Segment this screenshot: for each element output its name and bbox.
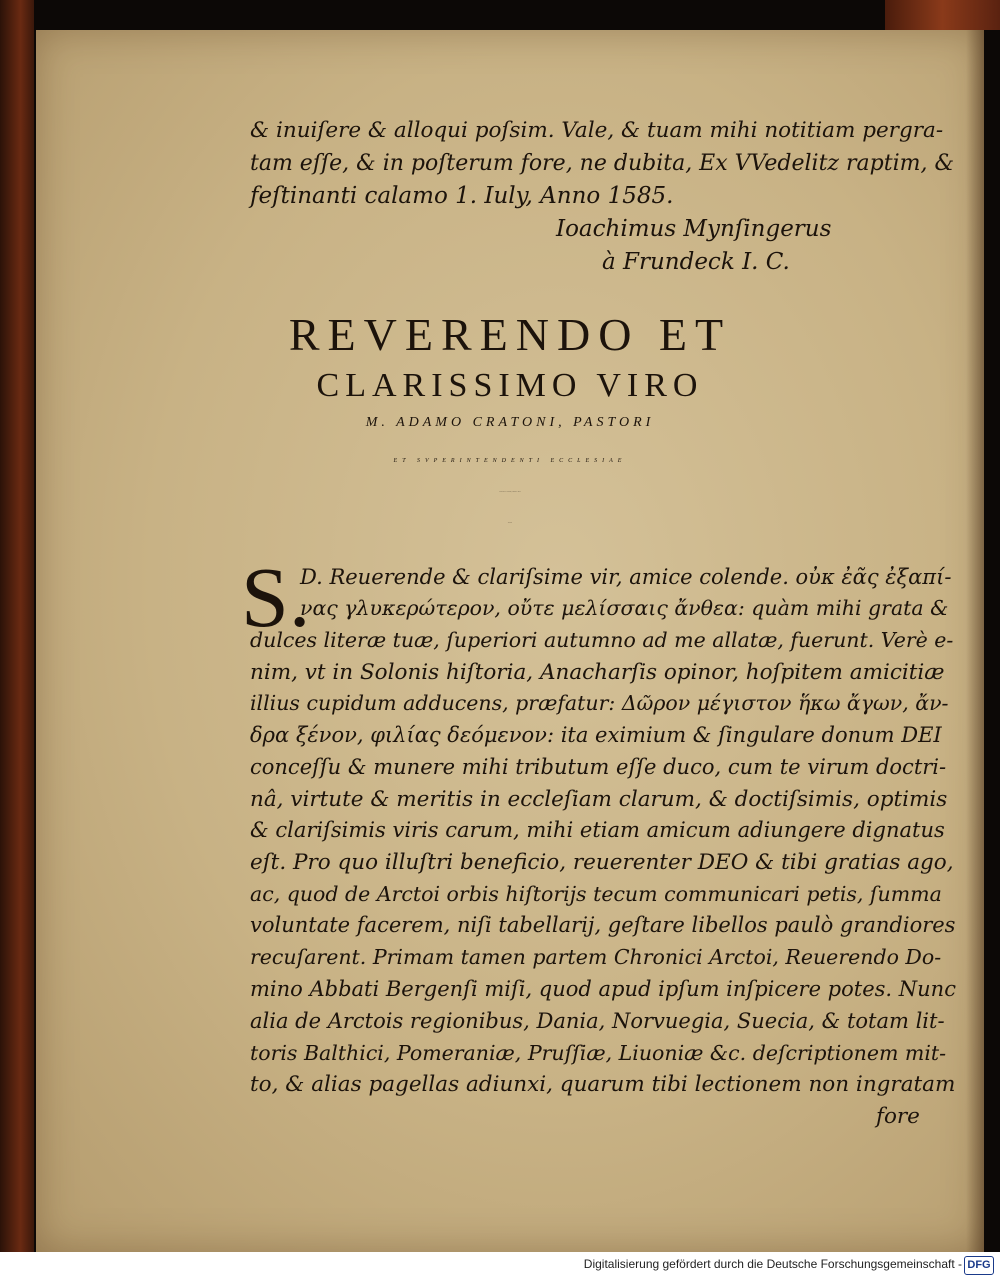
body-line-10: eſt. Pro quo illuſtri beneficio, reuerenter DEO & tibi gratias ago, xyxy=(250,850,954,875)
title-line-1: REVERENDO ET xyxy=(288,309,732,360)
book-page xyxy=(36,30,984,1252)
page-edge-shadow xyxy=(966,30,984,1252)
body-line-11: ac, quod de Arctoi orbis hiſtorijs tecum communicari petis, ſumma xyxy=(250,882,942,906)
body-line-4: nim, vt in Solonis hiſtoria, Anacharſis opinor, hoſpitem amicitiæ xyxy=(250,660,945,685)
body-line-1: D. Reuerende & clariſsime vir, amice colende. οὐκ ἐᾶς ἐξαπί- xyxy=(300,565,952,589)
body-line-2: νας γλυκερώτερον, οὔτε μελίσσαις ἄνθεα: quàm mihi grata & xyxy=(300,596,949,620)
footer-bar xyxy=(0,1252,1000,1279)
title-line-2: CLARISSIMO VIRO xyxy=(316,367,704,404)
body-line-6: δρα ξένον, φιλίας δεόμενον: ita eximium & ſingulare donum DEI xyxy=(250,723,942,747)
body-line-9: & clariſsimis viris carum, mihi etiam amicum adiungere dignatus xyxy=(250,818,945,842)
signature-title: à Frundeck I. C. xyxy=(602,249,790,275)
body-line-8: nâ, virtute & meritis in eccleſiam clarum, & doctiſsimis, optimis xyxy=(250,787,948,812)
header-line-2: tam eſſe, & in poſterum fore, ne dubita, Ex VVedelitz raptim, & xyxy=(250,151,955,176)
body-line-13: recuſarent. Primam tamen partem Chronici Arctoi, Reuerendo Do- xyxy=(250,945,942,969)
dedication-line-2: colendo. xyxy=(507,523,513,524)
book-board-top-right xyxy=(885,0,1000,30)
body-line-5: illius cupidum adducens, præfatur: Δῶρον μέγιστον ἥκω ἄγων, ἄν- xyxy=(250,691,949,715)
header-line-3: feſtinanti calamo 1. Iuly, Anno 1585. xyxy=(250,183,674,209)
body-line-12: voluntate facerem, niſi tabellarij, geſtare libellos paulò grandiores xyxy=(250,913,956,937)
body-line-16: toris Balthici, Pomeraniæ, Pruſſiæ, Liuoniæ &c. deſcriptionem mit- xyxy=(250,1041,947,1065)
body-line-15: alia de Arctois regionibus, Dania, Norvuegia, Suecia, & totam lit- xyxy=(250,1009,945,1033)
book-board-left xyxy=(0,0,34,1252)
title-line-3: M. ADAMO CRATONI, PASTORI xyxy=(365,415,655,430)
footer-credit-text: Digitalisierung gefördert durch die Deutsche Forschungsgemeinschaft - xyxy=(583,1257,962,1271)
header-line-1: & inuiſere & alloqui poſsim. Vale, & tuam mihi notitiam pergra- xyxy=(250,118,944,143)
drop-capital: S. xyxy=(241,549,311,645)
body-line-17: to, & alias pagellas adiunxi, quarum tibi lectionem non ingratam xyxy=(250,1072,956,1097)
catchword: fore xyxy=(876,1104,920,1129)
dfg-logo-icon: DFG xyxy=(964,1256,994,1275)
signature-name: Ioachimus Mynſingerus xyxy=(556,216,832,242)
body-line-3: dulces literæ tuæ, ſuperiori autumno ad me allatæ, fuerunt. Verè e- xyxy=(250,628,954,652)
body-line-7: conceſſu & munere mihi tributum eſſe duco, cum te virum doctri- xyxy=(250,755,947,779)
title-line-4: ET SVPERINTENDENTI ECCLESIAE xyxy=(393,458,627,464)
body-line-14: mino Abbati Bergenſi miſi, quod apud ipſum inſpicere potes. Nunc xyxy=(250,977,956,1001)
dedication-line-1: Coalbenſis & Vicinarum, Domino & amico xyxy=(499,492,521,493)
